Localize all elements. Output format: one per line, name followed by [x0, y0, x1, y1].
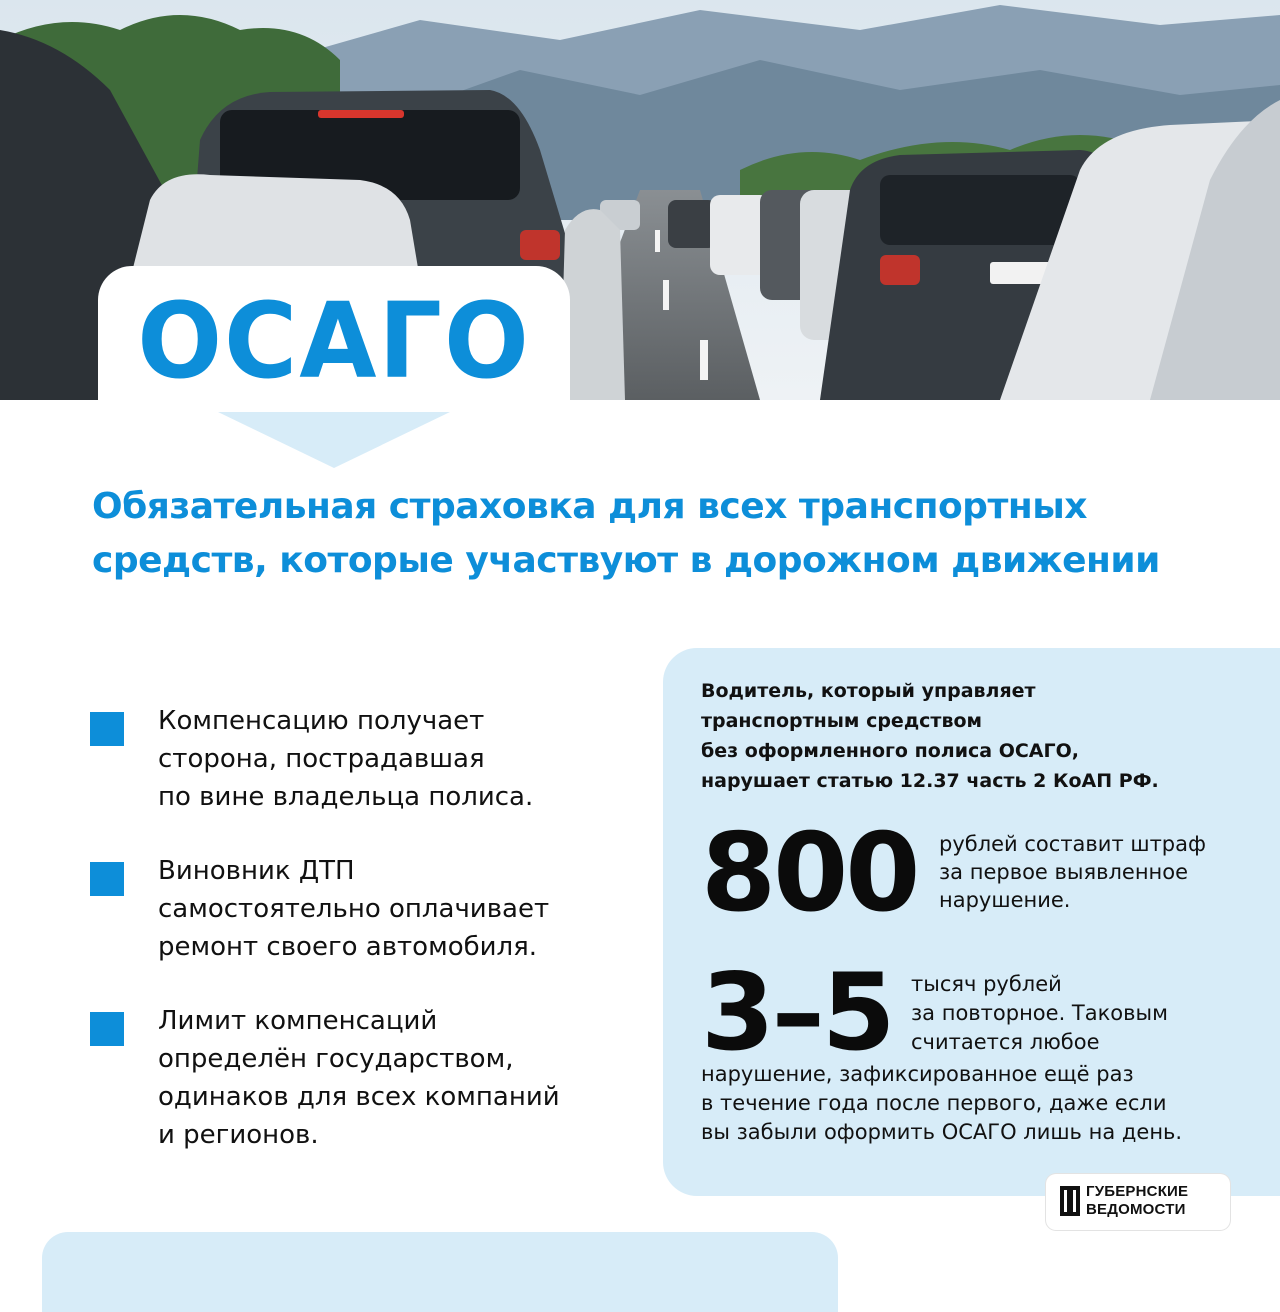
fine-first-amount: 800: [701, 811, 918, 936]
list-item: [90, 1002, 630, 1152]
bullet-square-icon: [90, 712, 124, 746]
publisher-name: ГУБЕРНСКИЕ ВЕДОМОСТИ: [1086, 1183, 1189, 1218]
publisher-logo: [1046, 1174, 1230, 1230]
feature-text: Виновник ДТП самостоятельно оплачивает ремонт своего автомобиля.: [158, 856, 550, 962]
list-item: [90, 702, 630, 852]
fines-lead: Водитель, который управляет транспортным средством без оформленного полиса ОСАГО, нарушает статью 12.37 часть 2 КоАП РФ.: [701, 680, 1159, 792]
fine-repeat-amount: 3–5: [701, 951, 893, 1074]
list-item: [90, 852, 630, 1002]
fines-panel: [663, 648, 1280, 1196]
bullet-square-icon: [90, 1012, 124, 1046]
feature-text: Компенсацию получает сторона, пострадавшая по вине владельца полиса.: [158, 706, 534, 812]
bottom-card: [42, 1232, 838, 1312]
fine-repeat-text: тысяч рублей за повторное. Таковым считается любое: [911, 972, 1168, 1054]
page-title: ОСАГО: [137, 280, 531, 402]
fine-repeat-text-continued: нарушение, зафиксированное ещё раз в течение года после первого, даже если вы забыли оформить ОСАГО лишь на день.: [701, 1062, 1183, 1144]
pointer-arrow: [218, 412, 450, 468]
title-card: [98, 266, 570, 416]
bullet-square-icon: [90, 862, 124, 896]
fine-first-text: рублей составит штраф за первое выявленное нарушение.: [939, 832, 1206, 912]
feature-text: Лимит компенсаций определён государством, одинаков для всех компаний и регионов.: [158, 1006, 560, 1150]
headline: Обязательная страховка для всех транспортных средств, которые участвуют в дорожном движении: [92, 486, 1160, 581]
newspaper-logo-icon: [1060, 1186, 1080, 1216]
feature-list: [90, 702, 630, 1152]
